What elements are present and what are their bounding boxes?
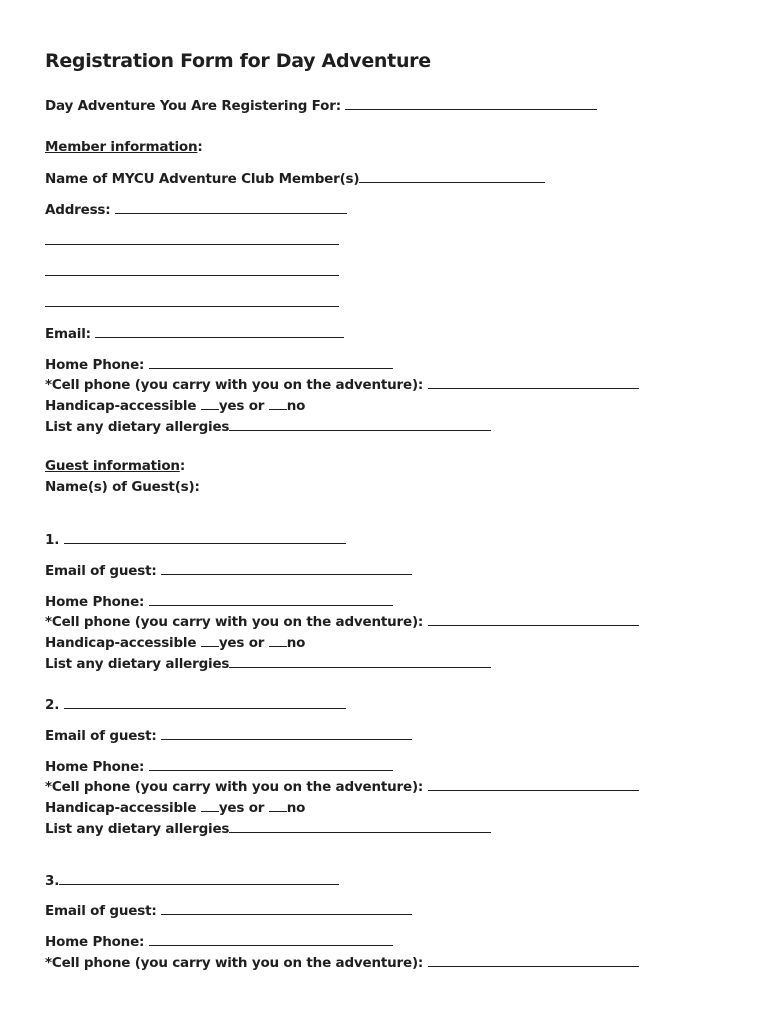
guest-1-allergies-field[interactable] — [229, 655, 491, 668]
member-email-label: Email: — [45, 326, 91, 342]
member-allergies-label: List any dietary allergies — [45, 419, 230, 435]
guest-3-cell-label: *Cell phone (you carry with you on the adventure): — [45, 955, 424, 971]
guest-3-cell-field[interactable] — [428, 954, 639, 967]
member-allergies-row — [45, 418, 491, 435]
address-row — [45, 201, 347, 218]
guest-2-yes-label: yes or — [218, 800, 265, 816]
guest-3-home-phone-row — [45, 933, 393, 950]
guest-1-cell-label: *Cell phone (you carry with you on the adventure): — [45, 614, 424, 630]
guest-2-home-phone-field[interactable] — [149, 758, 393, 771]
guest-1-email-row — [45, 562, 412, 579]
guest-2-handicap-yes-field[interactable] — [201, 799, 219, 812]
member-section-heading — [45, 139, 203, 155]
member-handicap-label: Handicap-accessible — [45, 398, 197, 414]
guest-3-cell-row — [45, 954, 639, 971]
form-title: Registration Form for Day Adventure — [45, 50, 431, 72]
member-heading-text: Member information — [45, 139, 198, 155]
guest-names-label: Name(s) of Guest(s): — [45, 479, 200, 495]
member-home-phone-row — [45, 356, 393, 373]
address-label: Address: — [45, 202, 111, 218]
guest-2-handicap-row — [45, 799, 305, 816]
guest-1-home-phone-row — [45, 593, 393, 610]
address-row-2 — [45, 232, 339, 249]
member-email-row — [45, 325, 344, 342]
guest-3-home-phone-field[interactable] — [149, 933, 393, 946]
guest-3-name-field[interactable] — [59, 872, 339, 885]
guest-3-name-row — [45, 872, 339, 889]
adventure-row — [45, 97, 597, 114]
guest-3-home-phone-label: Home Phone: — [45, 934, 145, 950]
member-handicap-yes-field[interactable] — [201, 397, 219, 410]
guest-1-handicap-yes-field[interactable] — [201, 634, 219, 647]
guest-1-cell-row — [45, 613, 639, 630]
address-field-2[interactable] — [45, 232, 339, 245]
guest-2-handicap-label: Handicap-accessible — [45, 800, 197, 816]
guest-1-home-phone-field[interactable] — [149, 593, 393, 606]
member-cell-row — [45, 376, 639, 393]
guest-1-cell-field[interactable] — [428, 613, 639, 626]
guest-3-email-field[interactable] — [161, 902, 412, 915]
guest-1-email-field[interactable] — [161, 562, 412, 575]
member-heading-colon: : — [197, 139, 203, 155]
guest-3-number: 3. — [45, 873, 60, 889]
guest-2-allergies-row — [45, 820, 491, 837]
guest-section-heading — [45, 458, 185, 474]
guest-names-row — [45, 479, 200, 495]
guest-1-allergies-label: List any dietary allergies — [45, 656, 230, 672]
guest-2-email-row — [45, 727, 412, 744]
guest-2-email-label: Email of guest: — [45, 728, 157, 744]
guest-1-handicap-row — [45, 634, 305, 651]
member-yes-label: yes or — [218, 398, 265, 414]
guest-1-yes-label: yes or — [218, 635, 265, 651]
guest-heading-text: Guest information — [45, 458, 180, 474]
guest-2-cell-row — [45, 778, 639, 795]
address-row-3 — [45, 263, 339, 280]
guest-2-handicap-no-field[interactable] — [269, 799, 287, 812]
guest-1-home-phone-label: Home Phone: — [45, 594, 145, 610]
guest-1-name-field[interactable] — [64, 531, 346, 544]
guest-2-name-row — [45, 696, 346, 713]
member-cell-field[interactable] — [428, 376, 639, 389]
member-email-field[interactable] — [95, 325, 344, 338]
guest-2-cell-label: *Cell phone (you carry with you on the adventure): — [45, 779, 424, 795]
adventure-field[interactable] — [345, 97, 597, 110]
guest-1-allergies-row — [45, 655, 491, 672]
guest-3-email-label: Email of guest: — [45, 903, 157, 919]
address-row-4 — [45, 294, 339, 311]
guest-heading-colon: : — [179, 458, 186, 474]
member-cell-label: *Cell phone (you carry with you on the adventure): — [45, 377, 424, 393]
guest-2-name-field[interactable] — [64, 696, 346, 709]
guest-3-email-row — [45, 902, 412, 919]
guest-1-handicap-label: Handicap-accessible — [45, 635, 197, 651]
member-handicap-row — [45, 397, 305, 414]
member-no-label: no — [286, 398, 306, 414]
guest-2-number: 2. — [45, 697, 60, 713]
guest-2-cell-field[interactable] — [428, 778, 639, 791]
member-home-phone-field[interactable] — [149, 356, 393, 369]
member-allergies-field[interactable] — [229, 418, 491, 431]
guest-2-no-label: no — [286, 800, 306, 816]
guest-1-no-label: no — [286, 635, 306, 651]
guest-2-home-phone-row — [45, 758, 393, 775]
member-name-label: Name of MYCU Adventure Club Member(s) — [45, 171, 360, 187]
guest-1-handicap-no-field[interactable] — [269, 634, 287, 647]
address-field-3[interactable] — [45, 263, 339, 276]
member-handicap-no-field[interactable] — [269, 397, 287, 410]
guest-1-email-label: Email of guest: — [45, 563, 157, 579]
member-name-field[interactable] — [359, 170, 545, 183]
guest-1-number: 1. — [45, 532, 60, 548]
member-name-row — [45, 170, 545, 187]
address-field-4[interactable] — [45, 294, 339, 307]
adventure-label: Day Adventure You Are Registering For: — [45, 98, 341, 114]
guest-2-allergies-label: List any dietary allergies — [45, 821, 230, 837]
guest-2-email-field[interactable] — [161, 727, 412, 740]
guest-1-name-row — [45, 531, 346, 548]
address-field-1[interactable] — [115, 201, 347, 214]
member-home-phone-label: Home Phone: — [45, 357, 145, 373]
guest-2-home-phone-label: Home Phone: — [45, 759, 145, 775]
guest-2-allergies-field[interactable] — [229, 820, 491, 833]
